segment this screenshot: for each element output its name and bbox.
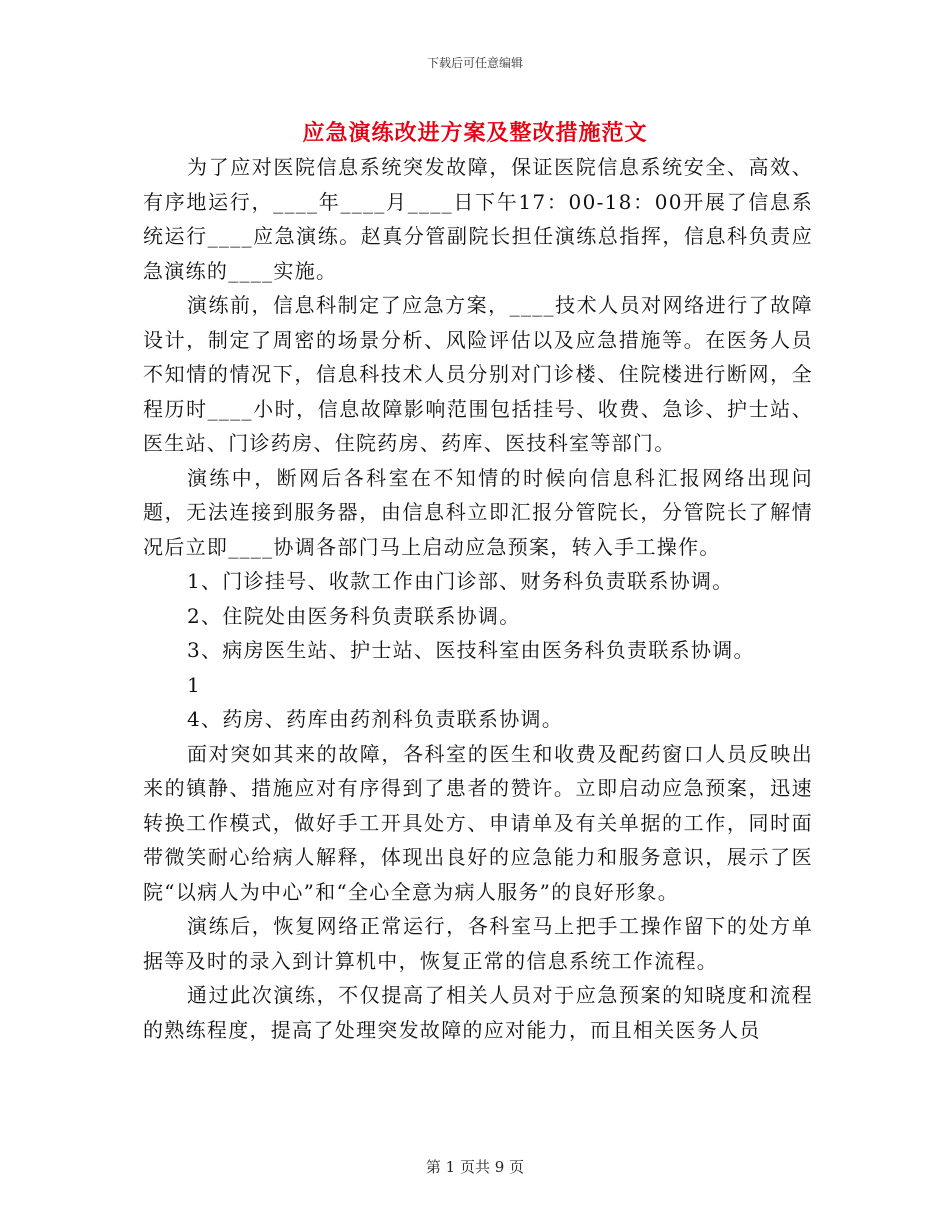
paragraph-summary: 通过此次演练，不仅提高了相关人员对于应急预案的知晓度和流程的熟练程度，提高了处理突发故障的应对能力，而且相关医务人员 xyxy=(143,983,813,1042)
paragraph-intro: 为了应对医院信息系统突发故障，保证医院信息系统安全、高效、有序地运行，____年____月____日下午17：00-18：00开展了信息系统运行____应急演练。赵真分管副院长担任演练总指挥，信息科负责应急演练的____实施。 xyxy=(143,155,813,283)
paragraph-response: 面对突如其来的故障，各科室的医生和收费及配药窗口人员反映出来的镇静、措施应对有序得到了患者的赞许。立即启动应急预案，迅速转换工作模式，做好手工开具处方、申请单及有关单据的工作，同时面带微笑耐心给病人解释，体现出良好的应急能力和服务意识，展示了医院“以病人为中心”和“全心全意为病人服务”的良好形象。 xyxy=(143,741,813,904)
list-item-3: 3、病房医生站、护士站、医技科室由医务科负责联系协调。 xyxy=(187,638,755,662)
list-item-4: 4、药房、药库由药剂科负责联系协调。 xyxy=(187,707,564,731)
list-item-2: 2、住院处由医务科负责联系协调。 xyxy=(187,603,521,628)
paragraph-before-drill: 演练前，信息科制定了应急方案，____技术人员对网络进行了故障设计，制定了周密的场景分析、风险评估以及应急措施等。在医务人员不知情的情况下，信息科技术人员分别对门诊楼、住院楼进行断网，全程历时____小时，信息故障影响范围包括挂号、收费、急诊、护士站、医生站、门诊药房、住院药房、药库、医技科室等部门。 xyxy=(143,293,813,455)
list-item-1: 1、门诊挂号、收款工作由门诊部、财务科负责联系协调。 xyxy=(187,569,734,593)
page-header-note: 下载后可任意编辑 xyxy=(426,56,523,70)
paragraph-during-drill: 演练中，断网后各科室在不知情的时候向信息科汇报网络出现问题，无法连接到服务器，由信息科立即汇报分管院长，分管院长了解情况后立即____协调各部门马上启动应急预案，转入手工操作。 xyxy=(143,465,813,559)
page-footer-number: 第 1 页共 9 页 xyxy=(425,1158,525,1176)
paragraph-after-drill: 演练后，恢复网络正常运行，各科室马上把手工操作留下的处方单据等及时的录入到计算机中，恢复正常的信息系统工作流程。 xyxy=(143,914,813,973)
document-title: 应急演练改进方案及整改措施范文 xyxy=(302,120,648,146)
document-body xyxy=(143,150,813,1047)
inline-page-mark: 1 xyxy=(187,672,202,697)
